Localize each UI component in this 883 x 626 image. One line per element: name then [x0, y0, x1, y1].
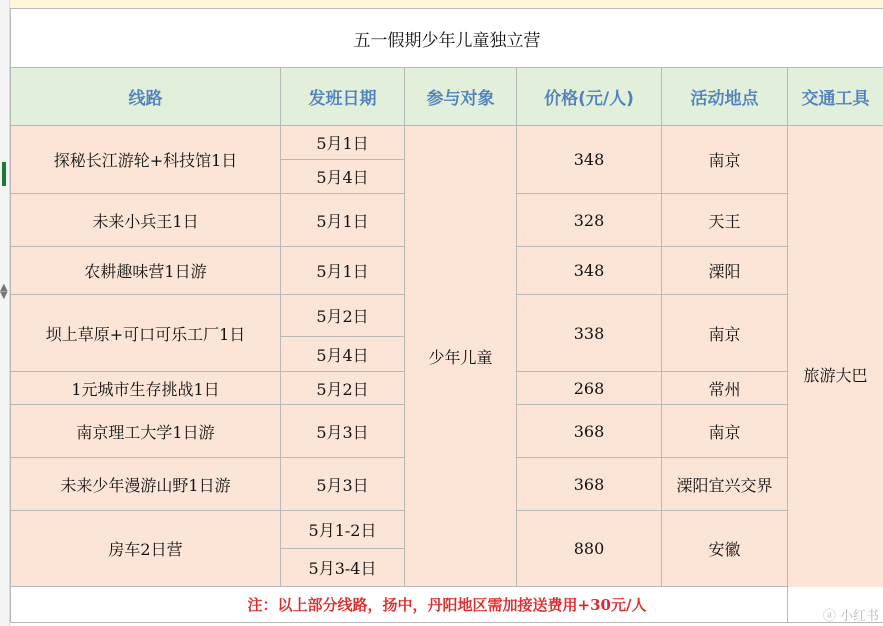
itinerary-table	[10, 8, 883, 623]
route-place[interactable]: 天王	[662, 194, 788, 247]
route-place[interactable]: 溧阳	[662, 247, 788, 295]
route-date[interactable]: 5月1日	[281, 126, 405, 160]
route-date[interactable]: 5月3-4日	[281, 549, 405, 587]
header-price[interactable]: 价格(元/人)	[517, 68, 662, 126]
route-price[interactable]: 328	[517, 194, 662, 247]
route-place[interactable]: 南京	[662, 295, 788, 372]
header-route[interactable]: 线路	[11, 68, 281, 126]
route-price[interactable]: 338	[517, 295, 662, 372]
route-name[interactable]: 房车2日营	[11, 511, 281, 587]
row-resize-icon[interactable]: ▲ ▼	[0, 282, 8, 301]
route-date[interactable]: 5月2日	[281, 295, 405, 337]
watermark-logo: ⓐ 小红书	[822, 609, 879, 624]
route-name[interactable]: 探秘长江游轮+科技馆1日	[11, 126, 281, 194]
route-date[interactable]: 5月3日	[281, 405, 405, 458]
route-price[interactable]: 268	[517, 372, 662, 405]
selected-row-marker	[2, 162, 6, 186]
route-price[interactable]: 348	[517, 247, 662, 295]
route-date[interactable]: 5月2日	[281, 372, 405, 405]
route-name[interactable]: 未来小兵王1日	[11, 194, 281, 247]
route-name[interactable]: 未来少年漫游山野1日游	[11, 458, 281, 511]
header-transport[interactable]: 交通工具	[788, 68, 883, 126]
route-name[interactable]: 农耕趣味营1日游	[11, 247, 281, 295]
transport-cell[interactable]: 旅游大巴	[788, 126, 883, 623]
route-date[interactable]: 5月1日	[281, 194, 405, 247]
header-target[interactable]: 参与对象	[405, 68, 517, 126]
route-name[interactable]: 南京理工大学1日游	[11, 405, 281, 458]
target-cell[interactable]: 少年儿童	[405, 126, 517, 587]
route-price[interactable]: 348	[517, 126, 662, 194]
header-date[interactable]: 发班日期	[281, 68, 405, 126]
route-place[interactable]: 安徽	[662, 511, 788, 587]
route-name[interactable]: 坝上草原+可口可乐工厂1日	[11, 295, 281, 372]
route-date[interactable]: 5月4日	[281, 160, 405, 194]
route-date[interactable]: 5月4日	[281, 337, 405, 372]
route-price[interactable]: 368	[517, 405, 662, 458]
route-date[interactable]: 5月1日	[281, 247, 405, 295]
row-gutter	[0, 0, 10, 626]
route-place[interactable]: 常州	[662, 372, 788, 405]
table-title[interactable]: 五一假期少年儿童独立营	[11, 9, 883, 68]
footnote[interactable]: 注：以上部分线路，扬中，丹阳地区需加接送费用+30元/人	[11, 587, 883, 623]
route-date[interactable]: 5月3日	[281, 458, 405, 511]
route-name[interactable]: 1元城市生存挑战1日	[11, 372, 281, 405]
route-price[interactable]: 880	[517, 511, 662, 587]
route-price[interactable]: 368	[517, 458, 662, 511]
route-place[interactable]: 溧阳宜兴交界	[662, 458, 788, 511]
route-date[interactable]: 5月1-2日	[281, 511, 405, 549]
route-place[interactable]: 南京	[662, 126, 788, 194]
route-place[interactable]: 南京	[662, 405, 788, 458]
header-place[interactable]: 活动地点	[662, 68, 788, 126]
